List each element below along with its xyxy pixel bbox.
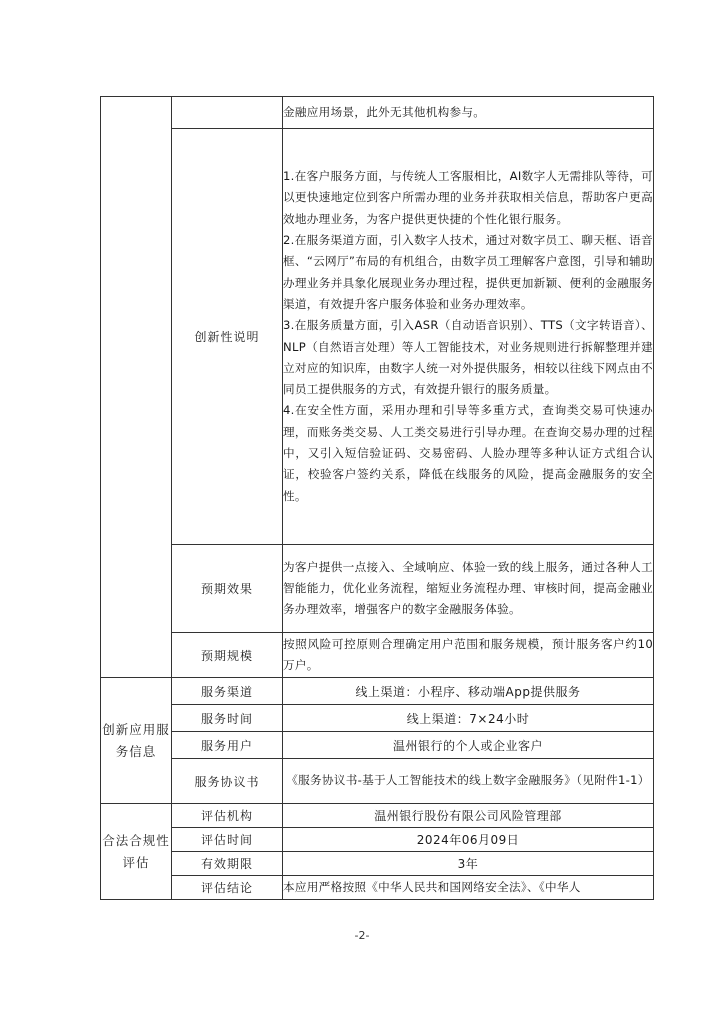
innovation-paragraph: 4.在安全性方面，采用办理和引导等多重方式，查询类交易可快速办理，而账务类交易、人工类交易进行引导办理。在查询交易办理的过程中，又引入短信验证码、交易密码、人脸办理等多种认证方式组合认证，校验客户签约关系，降低在线服务的风险，提高金融服务的安全性。 [283,403,653,503]
empty-label-cell [172,97,283,129]
innovation-label: 创新性说明 [172,129,283,545]
expected-effect-text: 为客户提供一点接入、全域响应、体验一致的线上服务，通过各种人工智能能力，优化业务流程，缩短业务流程办理、审核时间，提高金融业务办理效率，增强客户的数字金融服务体验。 [283,545,654,633]
expected-scale-label: 预期规模 [172,633,283,678]
assessment-org-value: 温州银行股份有限公司风险管理部 [283,804,654,828]
service-time-label: 服务时间 [172,705,283,732]
assessment-time-value: 2024年06月09日 [283,828,654,852]
assessment-time-label: 评估时间 [172,828,283,852]
innovation-paragraph: 3.在服务质量方面，引入ASR（自动语音识别）、TTS（文字转语音）、NLP（自然语言处理）等人工智能技术，对业务规则进行拆解整理并建立对应的知识库，由数字人统一对外提供服务，相较以往线下网点由不同员工提供服务的方式，有效提升银行的服务质量。 [283,318,653,397]
service-channel-label: 服务渠道 [172,678,283,705]
service-info-group-label: 创新应用服务信息 [101,678,172,804]
assessment-org-label: 评估机构 [172,804,283,828]
assessment-conclusion-label: 评估结论 [172,876,283,900]
application-info-table [100,96,654,900]
innovation-paragraph: 1.在客户服务方面，与传统人工客服相比，AI数字人无需排队等待，可以更快速地定位到客户所需办理的业务并获取相关信息，帮助客户更高效地办理业务，为客户提供更快捷的个性化银行服务。 [283,169,653,226]
page-number: -2- [354,929,370,942]
compliance-group-label: 合法合规性评估 [101,804,172,900]
service-agreement-label: 服务协议书 [172,759,283,804]
expected-effect-label: 预期效果 [172,545,283,633]
service-time-value: 线上渠道：7×24小时 [283,705,654,732]
service-users-label: 服务用户 [172,732,283,759]
assessment-conclusion-value: 本应用严格按照《中华人民共和国网络安全法》、《中华人 [283,876,654,900]
service-agreement-value: 《服务协议书-基于人工智能技术的线上数字金融服务》（见附件1-1） [283,759,654,804]
service-channel-value: 线上渠道：小程序、移动端App提供服务 [283,678,654,705]
innovation-paragraph: 2.在服务渠道方面，引入数字人技术，通过对数字员工、聊天框、语音框、“云网厅”布局的有机组合，由数字员工理解客户意图，引导和辅助办理业务并具象化展现业务办理过程，提供更加新颖、便利的金融服务渠道，有效提升客户服务体验和业务办理效率。 [283,233,653,311]
validity-value: 3年 [283,852,654,876]
expected-scale-text: 按照风险可控原则合理确定用户范围和服务规模，预计服务客户约10万户。 [283,633,654,678]
service-users-value: 温州银行的个人或企业客户 [283,732,654,759]
empty-group-cell [101,97,172,678]
validity-label: 有效期限 [172,852,283,876]
continuation-text: 金融应用场景，此外无其他机构参与。 [283,97,654,129]
innovation-description [283,129,654,545]
